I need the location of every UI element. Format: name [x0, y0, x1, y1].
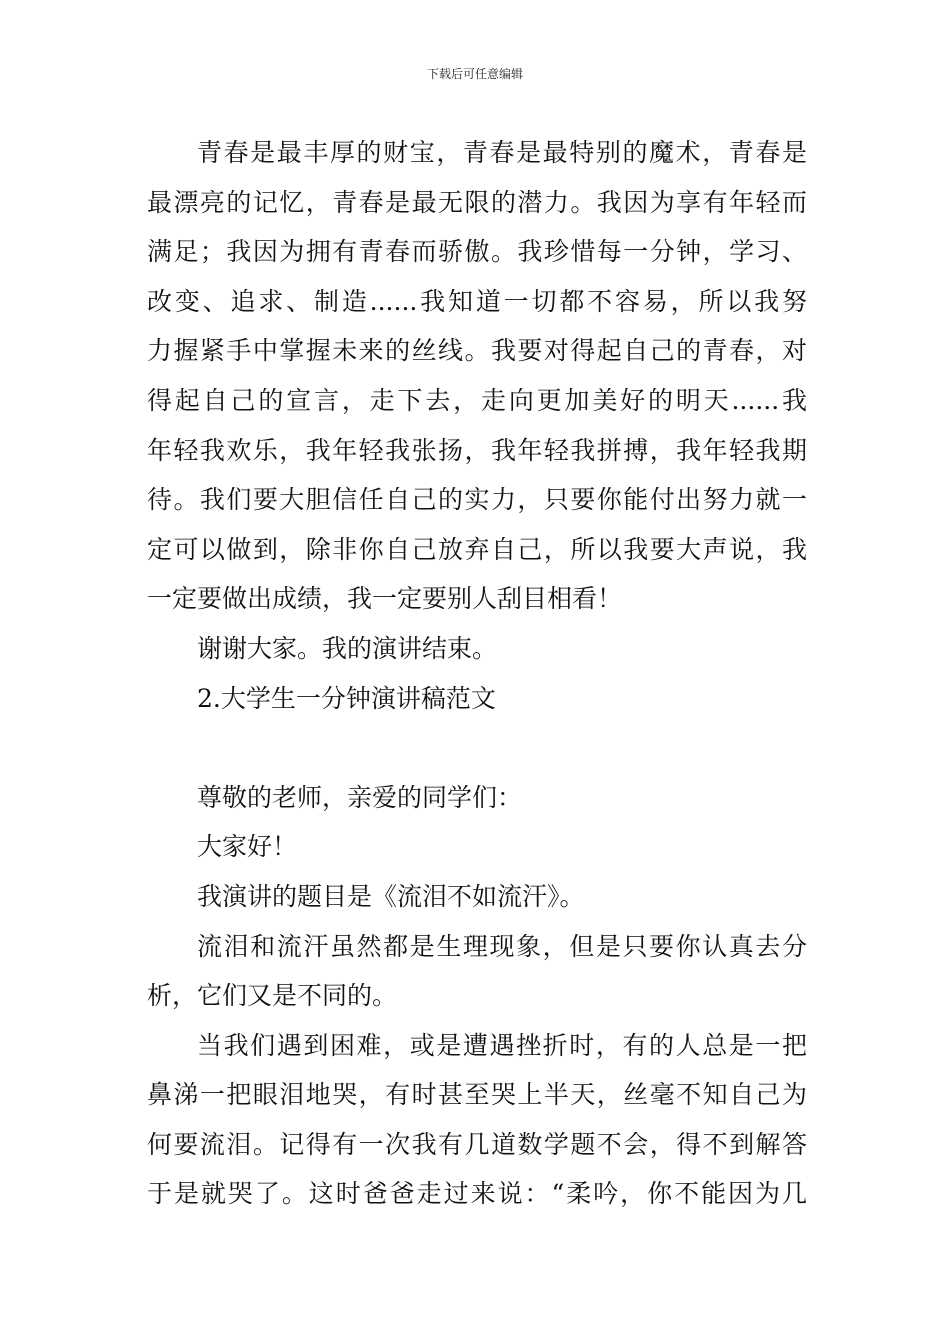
text-line: 最漂亮的记忆，青春是最无限的潜力。我因为享有年轻而	[147, 187, 807, 217]
text-line: 改变、追求、制造......我知道一切都不容易，所以我努	[147, 286, 807, 316]
text-line: 满足；我因为拥有青春而骄傲。我珍惜每一分钟，学习、	[147, 237, 807, 267]
text-line: 2.大学生一分钟演讲稿范文	[197, 683, 496, 713]
page-header: 下载后可任意编辑	[426, 67, 523, 81]
text-line: 于是就哭了。这时爸爸走过来说：“柔吟，你不能因为几	[147, 1179, 807, 1209]
text-line: 析，它们又是不同的。	[147, 981, 398, 1011]
text-line: 尊敬的老师，亲爱的同学们：	[197, 782, 523, 812]
text-line: 定可以做到，除非你自己放弃自己，所以我要大声说，我	[147, 534, 807, 564]
text-line: 待。我们要大胆信任自己的实力，只要你能付出努力就一	[147, 485, 807, 515]
text-line: 青春是最丰厚的财宝，青春是最特别的魔术，青春是	[197, 138, 807, 167]
text-line: 流泪和流汗虽然都是生理现象，但是只要你认真去分	[197, 931, 807, 961]
text-line: 当我们遇到困难，或是遭遇挫折时，有的人总是一把	[197, 1030, 807, 1060]
text-line: 何要流泪。记得有一次我有几道数学题不会，得不到解答	[147, 1129, 807, 1159]
text-line: 得起自己的宣言，走下去，走向更加美好的明天......我	[147, 385, 807, 415]
text-line: 鼻涕一把眼泪地哭，有时甚至哭上半天，丝毫不知自己为	[147, 1080, 807, 1110]
text-line: 年轻我欢乐，我年轻我张扬，我年轻我拼搏，我年轻我期	[147, 435, 807, 465]
text-line: 谢谢大家。我的演讲结束。	[197, 633, 498, 663]
text-line: 一定要做出成绩，我一定要别人刮目相看！	[147, 584, 623, 614]
blank-line	[147, 723, 807, 773]
text-line: 大家好！	[197, 832, 298, 862]
text-line: 我演讲的题目是《流泪不如流汗》。	[197, 881, 585, 911]
document-body	[147, 128, 807, 1219]
text-line: 力握紧手中掌握未来的丝线。我要对得起自己的青春，对	[147, 336, 807, 366]
